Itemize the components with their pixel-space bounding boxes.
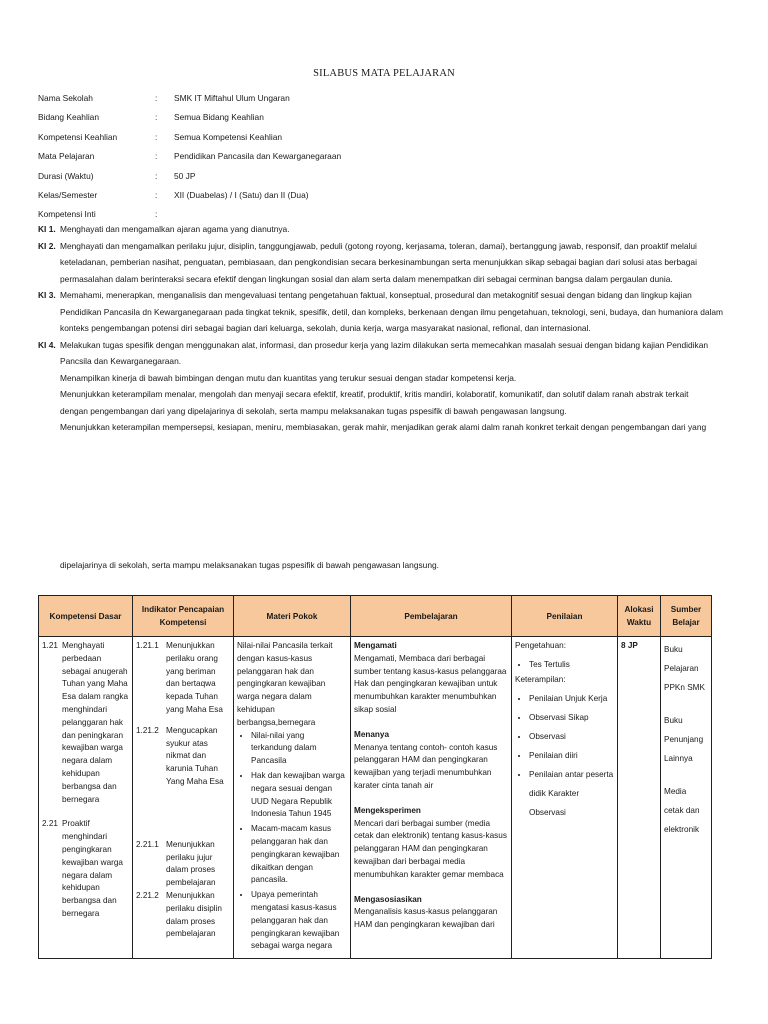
info-row bbox=[38, 190, 728, 209]
kd-number: 1.21 bbox=[42, 641, 58, 650]
sumber-line: Lainnya bbox=[664, 754, 693, 763]
ki-text bbox=[60, 238, 738, 288]
info-label: Kompetensi Keahlian bbox=[38, 131, 118, 142]
penilaian-item: • Tes Tertulis bbox=[529, 655, 614, 674]
info-colon: : bbox=[155, 131, 158, 142]
cell-penilaian bbox=[512, 637, 618, 959]
kompetensi-inti-list bbox=[38, 221, 738, 436]
materi-list bbox=[237, 730, 347, 954]
info-label: Kompetensi Inti bbox=[38, 209, 96, 220]
sumber-line: elektronik bbox=[664, 825, 700, 834]
spacer bbox=[664, 768, 708, 782]
header-pembelajaran: Pembelajaran bbox=[351, 596, 512, 637]
cell-indikator bbox=[133, 637, 234, 959]
info-value: XII (Duabelas) / I (Satu) dan II (Dua) bbox=[174, 189, 309, 200]
info-label: Kelas/Semester bbox=[38, 189, 98, 200]
penilaian-list bbox=[515, 689, 614, 822]
ki-tag: KI 4. bbox=[38, 339, 56, 350]
table-header-row bbox=[39, 596, 712, 637]
ki-line: konteks pengembangan potensi diri sebagai bagian dari keluarga, sekolah, dunia kerja, warga masyarakat nasional, refional, dan internasional. bbox=[60, 323, 591, 333]
ki-item bbox=[38, 221, 738, 238]
header-materi-pokok: Materi Pokok bbox=[234, 596, 351, 637]
cell-sumber-belajar bbox=[661, 637, 712, 959]
penilaian-item: • Penilaian antar peserta didik Karakter Observasi bbox=[529, 765, 614, 822]
indikator-text: Menunjukkan perilaku jujur dalam proses pembelajaran bbox=[166, 839, 216, 888]
sumber-line: cetak dan bbox=[664, 806, 700, 815]
indikator-item bbox=[136, 890, 230, 941]
penilaian-item: • Observasi Sikap bbox=[529, 708, 614, 727]
sumber-line: Media bbox=[664, 787, 687, 796]
ki-extra-line: Menunjukkan keterampilan mempersepsi, kesiapan, meniru, membiasakan, gerak mahir, menjadikan gerak alami dalm ranah konkret terkait dengan pengembangan dari yang bbox=[60, 422, 707, 432]
spacer bbox=[136, 797, 230, 839]
ki-tag: KI 3. bbox=[38, 290, 56, 300]
ki-text bbox=[60, 337, 738, 370]
kd-item bbox=[42, 640, 129, 806]
pembelajaran-heading: Menanya bbox=[354, 729, 390, 739]
ki-extra-line: Menunjukkan keterampilam menalar, mengolah dan menyaji secara efektif, kreatif, produktif, kritis mandiri, kolaboratif, komunikatif, dan solutif dalam ranah abstrak terkait bbox=[60, 389, 689, 399]
info-row bbox=[38, 151, 728, 170]
ki-item bbox=[38, 238, 738, 288]
sumber-line: Penunjang bbox=[664, 735, 704, 744]
ki-line: Pancsila dan Kewarganegaraan. bbox=[60, 356, 182, 366]
ki-item bbox=[38, 337, 738, 370]
info-label: Nama Sekolah bbox=[38, 93, 93, 103]
info-colon: : bbox=[155, 170, 158, 181]
header-kompetensi-dasar: Kompetensi Dasar bbox=[39, 596, 133, 637]
ki-line: keteladanan, pemberian nasihat, penguatan, pembiasaan, dan pengkondisian secara berkesinambungan serta menunjukkan sikap sebagai bagian dari solusi atas berbagai bbox=[60, 257, 697, 267]
indikator-text: Menunjukkan perilaku orang yang beriman dan bertaqwa kepada Tuhan yang Maha Esa bbox=[166, 641, 223, 714]
ki-line: Pendidikan Pancasila dn Kewarganegaraan pada tingkat teknik, spesifik, detil, dan kompleks, berkenaan dengan ilmu pengetahuan, teknologi, seni, budaya, dan humaniora dalam bbox=[60, 306, 723, 317]
indikator-number: 2.21.1 bbox=[136, 839, 159, 849]
info-value: Semua Bidang Keahlian bbox=[174, 112, 264, 123]
penilaian-list bbox=[515, 655, 614, 674]
kd-text: Proaktif menghindari pengingkaran kewajiban warga negara dalam kehidupan berbangsa dan bernegara bbox=[62, 819, 123, 918]
info-row bbox=[38, 112, 728, 131]
header-alokasi-waktu: Alokasi Waktu bbox=[618, 596, 661, 637]
pembelajaran-heading: Mengamati bbox=[354, 641, 397, 650]
ki-extra-line: dengan pengembangan dari yang dipelajarinya di sekolah, serta mampu melaksanakan tugas pspesifik di bawah pengawasan langsung. bbox=[60, 405, 567, 416]
ki-text bbox=[60, 221, 738, 238]
ki-item bbox=[38, 287, 738, 337]
table-row bbox=[39, 637, 712, 959]
cell-kompetensi-dasar bbox=[39, 637, 133, 959]
pembelajaran-heading: Mengasosiasikan bbox=[354, 894, 422, 904]
info-colon: : bbox=[155, 151, 158, 162]
indikator-number: 2.21.2 bbox=[136, 890, 159, 900]
kd-text: Menghayati perbedaan sebagai anugerah Tuhan yang Maha Esa dalam rangka menghindari pelanggaran hak dan peningkaran kewajiban warga negara dalam kehidupan berbangsa dan bernegara bbox=[62, 641, 128, 804]
cell-materi-pokok bbox=[234, 637, 351, 959]
header-indikator: Indikator Pencapaian Kompetensi bbox=[133, 596, 234, 637]
materi-item: • Upaya pemerintah mengatasi kasus-kasus pelanggaran hak dan pengingkaran kewajiban sebagai warga negara bbox=[251, 889, 347, 953]
materi-item: • Macam-macam kasus pelanggaran hak dan pengingkaran kewajiban dikaitkan dengan pancasila. bbox=[251, 823, 347, 887]
pembelajaran-text: Mencari dari berbagai sumber (media cetak dan elektronik) tentang kasus-kasus pelanggaran HAM dan pengingkaran kewajiban dari berbagai media menumbuhkan karakter gemar membaca bbox=[354, 818, 507, 879]
penilaian-item: • Penilaian Unjuk Kerja bbox=[529, 689, 614, 708]
materi-item: • Hak dan kewajiban warga negara sesuai dengan UUD Negara Republik Indonesia Tahun 1945 bbox=[251, 770, 347, 821]
ki-extra-line: Menampilkan kinerja di bawah bimbingan dengan mutu dan kuantitas yang terukur sesuai dengan stadar kompetensi kerja. bbox=[60, 372, 517, 383]
info-label: Durasi (Waktu) bbox=[38, 170, 94, 181]
info-colon: : bbox=[155, 189, 158, 200]
ki-line: Memahami, menerapkan, menganalisis dan mengevaluasi tentang pengetahuan faktual, konseptual, prosedural dan metakognitif sesuai dengan bidang dan lingkup kajian bbox=[60, 290, 692, 300]
ki-continuation-line: dipelajarinya di sekolah, serta mampu melaksanakan tugas pspesifik di bawah pengawasan langsung. bbox=[60, 560, 439, 570]
info-row bbox=[38, 171, 728, 190]
pembelajaran-block bbox=[354, 805, 508, 882]
ki-tag: KI 2. bbox=[38, 240, 56, 251]
ki-line: Menghayati dan mengamalkan perilaku jujur, disiplin, tanggungjawab, peduli (gotong royong, kerjasama, toleran, damai), bertanggung jawab, responsif, dan proaktif melalui bbox=[60, 240, 697, 251]
kd-number: 2.21 bbox=[42, 819, 58, 829]
sumber-line: PPKn SMK bbox=[664, 683, 705, 692]
penilaian-item: • Penilaian diiri bbox=[529, 746, 614, 765]
indikator-text: Menunjukkan perilaku disiplin dalam proses pembelajaran bbox=[166, 890, 222, 939]
header-sumber-belajar: Sumber Belajar bbox=[661, 596, 712, 637]
indikator-item bbox=[136, 839, 230, 890]
cell-pembelajaran bbox=[351, 637, 512, 959]
indikator-text: Mengucapkan syukur atas nikmat dan karunia Tuhan Yang Maha Esa bbox=[166, 725, 224, 786]
ki-tag: KI 1. bbox=[38, 224, 56, 234]
pembelajaran-block bbox=[354, 894, 508, 932]
pembelajaran-heading: Mengeksperimen bbox=[354, 805, 421, 815]
penilaian-item: • Observasi bbox=[529, 727, 614, 746]
ki-text bbox=[60, 287, 738, 337]
pembelajaran-text: Menganalisis kasus-kasus pelanggaran HAM dan pengingkaran kewajiban dari bbox=[354, 907, 498, 930]
info-value: SMK IT Miftahul Ulum Ungaran bbox=[174, 93, 290, 103]
pembelajaran-text: Mengamati, Membaca dari berbagai sumber tentang kasus-kasus pelanggaraa Hak dan pengingkaran kewajiban untuk menumbuhkan karakter menumbuhkan sikap sosial bbox=[354, 653, 507, 714]
penilaian-heading: Pengetahuan: bbox=[515, 641, 566, 650]
info-label: Bidang Keahlian bbox=[38, 112, 100, 123]
info-colon: : bbox=[155, 93, 158, 103]
kd-item bbox=[42, 818, 129, 920]
indikator-number: 1.21.1 bbox=[136, 641, 159, 650]
syllabus-table bbox=[38, 595, 712, 959]
indikator-item bbox=[136, 640, 230, 717]
info-value: Pendidikan Pancasila dan Kewarganegaraan bbox=[174, 151, 342, 162]
info-colon: : bbox=[155, 209, 158, 220]
info-value: Semua Kompetensi Keahlian bbox=[174, 131, 283, 142]
penilaian-heading: Keterampilan: bbox=[515, 674, 566, 684]
indikator-number: 1.21.2 bbox=[136, 725, 159, 735]
alokasi-value: 8 JP bbox=[621, 641, 638, 650]
pembelajaran-block bbox=[354, 729, 508, 793]
spacer bbox=[664, 697, 708, 711]
info-label: Mata Pelajaran bbox=[38, 151, 95, 162]
document-title: SILABUS MATA PELAJARAN bbox=[313, 68, 455, 79]
indikator-item bbox=[136, 725, 230, 789]
info-colon: : bbox=[155, 112, 158, 123]
identity-block bbox=[38, 93, 728, 229]
materi-item: • Nilai-nilai yang terkandung dalam Pancasila bbox=[251, 730, 347, 768]
ki-line: Menghayati dan mengamalkan ajaran agama yang dianutnya. bbox=[60, 224, 290, 234]
sumber-line: Buku bbox=[664, 716, 683, 725]
info-row bbox=[38, 93, 728, 112]
info-value: 50 JP bbox=[174, 170, 196, 181]
ki-line: Melakukan tugas spesifik dengan menggunakan alat, informasi, dan prosedur kerja yang lazim dilakukan serta memecahkan masalah sesuai dengan bidang kajian Pendidikan bbox=[60, 339, 709, 350]
materi-intro: Nilai-nilai Pancasila terkait dengan kasus-kasus pelanggaran hak dan pengingkaran kewajiban warga negara dalam kehidupan berbangsa,bernegara bbox=[237, 641, 333, 727]
pembelajaran-block bbox=[354, 640, 508, 717]
info-row bbox=[38, 132, 728, 151]
sumber-line: Buku bbox=[664, 645, 683, 654]
pembelajaran-text: Menanya tentang contoh- contoh kasus pelanggaran HAM dan pengingkaran kewajiban yang terjadi menumbuhkan karater cinta tanah air bbox=[354, 742, 498, 790]
ki-line: permasalahan dalam berinteraksi secara efektif dengan lingkungan sosial dan alam serta dalam menempatkan diri sebagai cerminan bangsa dalam pergaulan dunia. bbox=[60, 273, 673, 284]
header-penilaian: Penilaian bbox=[512, 596, 618, 637]
cell-alokasi-waktu bbox=[618, 637, 661, 959]
sumber-line: Pelajaran bbox=[664, 664, 699, 673]
